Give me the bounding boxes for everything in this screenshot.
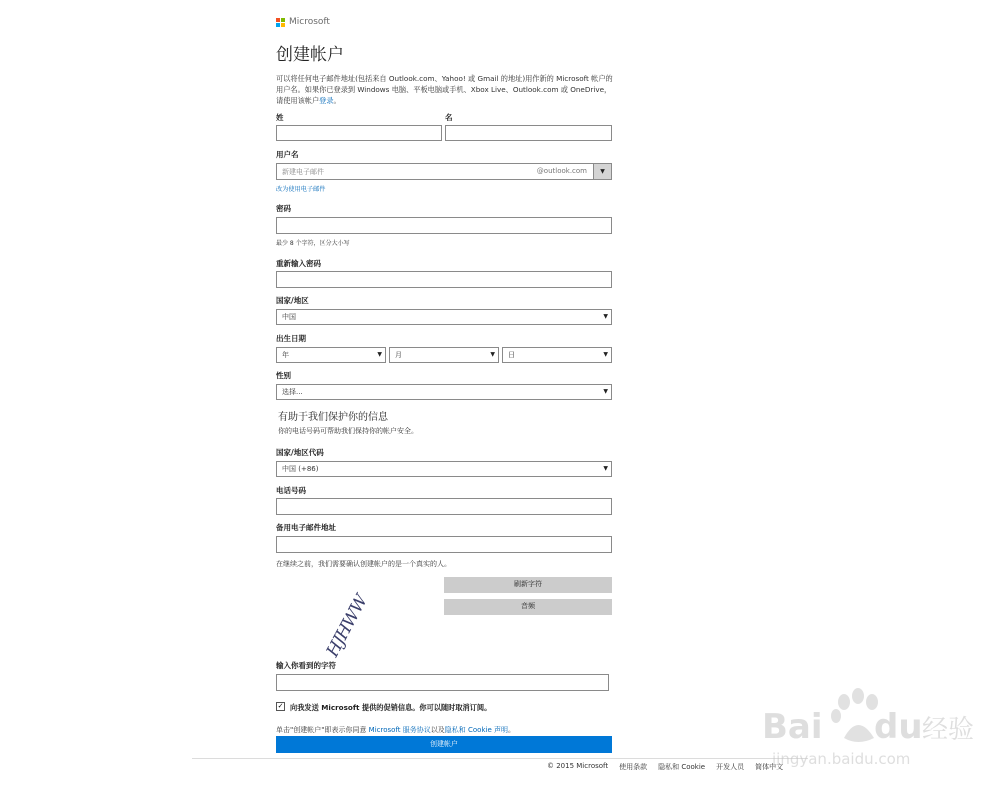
watermark-brand: Bai [762, 707, 823, 747]
phone-label: 电话号码 [276, 486, 306, 495]
country-select[interactable]: 中国 ▼ [276, 309, 612, 325]
footer-developers-link[interactable]: 开发人员 [716, 763, 745, 771]
domain-dropdown-button[interactable] [593, 164, 611, 179]
page-title: 创建帐户 [276, 45, 344, 65]
alt-email-input[interactable] [276, 536, 612, 553]
gender-select[interactable]: 选择... ▼ [276, 384, 612, 400]
last-name-label: 姓 [276, 113, 284, 122]
alt-email-label: 备用电子邮件地址 [276, 523, 336, 532]
refresh-characters-button[interactable]: 刷新字符 [444, 577, 612, 593]
birth-day-select[interactable]: 日 ▼ [502, 347, 612, 363]
password-hint: 最少 8 个字符，区分大小写 [276, 240, 350, 247]
security-section-subtitle: 你的电话号码可帮助我们保持你的帐户安全。 [278, 427, 418, 435]
first-name-label: 名 [445, 113, 453, 122]
country-code-label: 国家/地区代码 [276, 448, 324, 457]
country-label: 国家/地区 [276, 296, 309, 305]
brand-name: Microsoft [289, 17, 330, 27]
captcha-input[interactable] [276, 674, 609, 691]
services-agreement-link[interactable]: Microsoft 服务协议 [368, 726, 431, 734]
baidu-watermark [752, 680, 982, 770]
dropdown-arrow-icon: ▼ [490, 351, 495, 358]
audio-button[interactable]: 音频 [444, 599, 612, 615]
first-name-input[interactable] [445, 125, 612, 141]
captcha-input-label: 输入你看到的字符 [276, 661, 336, 670]
captcha-characters: HJHWW [322, 592, 372, 661]
paw-icon [831, 688, 878, 742]
username-placeholder: 新建电子邮件 [282, 168, 324, 176]
reenter-password-input[interactable] [276, 271, 612, 288]
signup-page [276, 14, 613, 748]
captcha-prompt: 在继续之前，我们需要确认创建帐户的是一个真实的人。 [276, 560, 451, 568]
birth-year-select[interactable]: 年 ▼ [276, 347, 386, 363]
dropdown-arrow-icon: ▼ [603, 313, 608, 320]
birth-month-select[interactable]: 月 ▼ [389, 347, 499, 363]
security-section-title: 有助于我们保护你的信息 [278, 412, 388, 423]
create-account-button[interactable]: 创建帐户 [276, 736, 612, 753]
username-input[interactable] [276, 163, 612, 180]
password-label: 密码 [276, 204, 291, 213]
captcha-image [296, 578, 426, 662]
promo-checkbox[interactable] [276, 702, 285, 711]
footer-copyright: © 2015 Microsoft [547, 762, 609, 770]
username-label: 用户名 [276, 150, 299, 159]
checkmark-icon: ✓ [277, 702, 284, 710]
dropdown-arrow-icon: ▼ [603, 351, 608, 358]
intro-text: 可以将任何电子邮件地址(包括来自 Outlook.com、Yahoo! 或 Gmail 的地址)用作新的 Microsoft 帐户的用户名。如果你已登录到 Windows 电脑、平板电脑或手机、Xbox Live、Outlook.com 或 OneDrive，请使用该帐户登录。 [276, 74, 613, 105]
footer-divider [192, 758, 808, 759]
birthdate-label: 出生日期 [276, 334, 306, 343]
chevron-down-icon: ▼ [600, 168, 605, 175]
password-input[interactable] [276, 217, 612, 234]
watermark-url: jingyan.baidu.com [772, 750, 911, 768]
footer-privacy-link[interactable]: 隐私和 Cookie [658, 763, 706, 771]
reenter-password-label: 重新输入密码 [276, 259, 321, 268]
watermark-suffix: 经验 [922, 715, 975, 745]
country-code-select[interactable]: 中国 (+86) ▼ [276, 461, 612, 477]
footer-terms-link[interactable]: 使用条款 [619, 763, 648, 771]
use-email-link[interactable]: 改为使用电子邮件 [276, 186, 326, 193]
username-domain: @outlook.com [536, 167, 587, 175]
sign-in-link[interactable]: 登录 [319, 96, 334, 105]
phone-input[interactable] [276, 498, 612, 515]
footer-language-link[interactable]: 简体中文 [755, 763, 784, 771]
gender-label: 性别 [276, 371, 291, 380]
privacy-cookie-link[interactable]: 隐私和 Cookie 声明 [444, 726, 508, 734]
windows-logo-icon [276, 18, 285, 27]
terms-text: 单击"创建帐户"即表示你同意 Microsoft 服务协议以及隐私和 Cookie 声明。 [276, 726, 515, 734]
promo-label: 向我发送 Microsoft 提供的促销信息。你可以随时取消订阅。 [290, 703, 492, 712]
dropdown-arrow-icon: ▼ [603, 388, 608, 395]
dropdown-arrow-icon: ▼ [603, 465, 608, 472]
last-name-input[interactable] [276, 125, 442, 141]
dropdown-arrow-icon: ▼ [377, 351, 382, 358]
watermark-brand-end: du [874, 707, 923, 747]
microsoft-logo [276, 14, 612, 30]
